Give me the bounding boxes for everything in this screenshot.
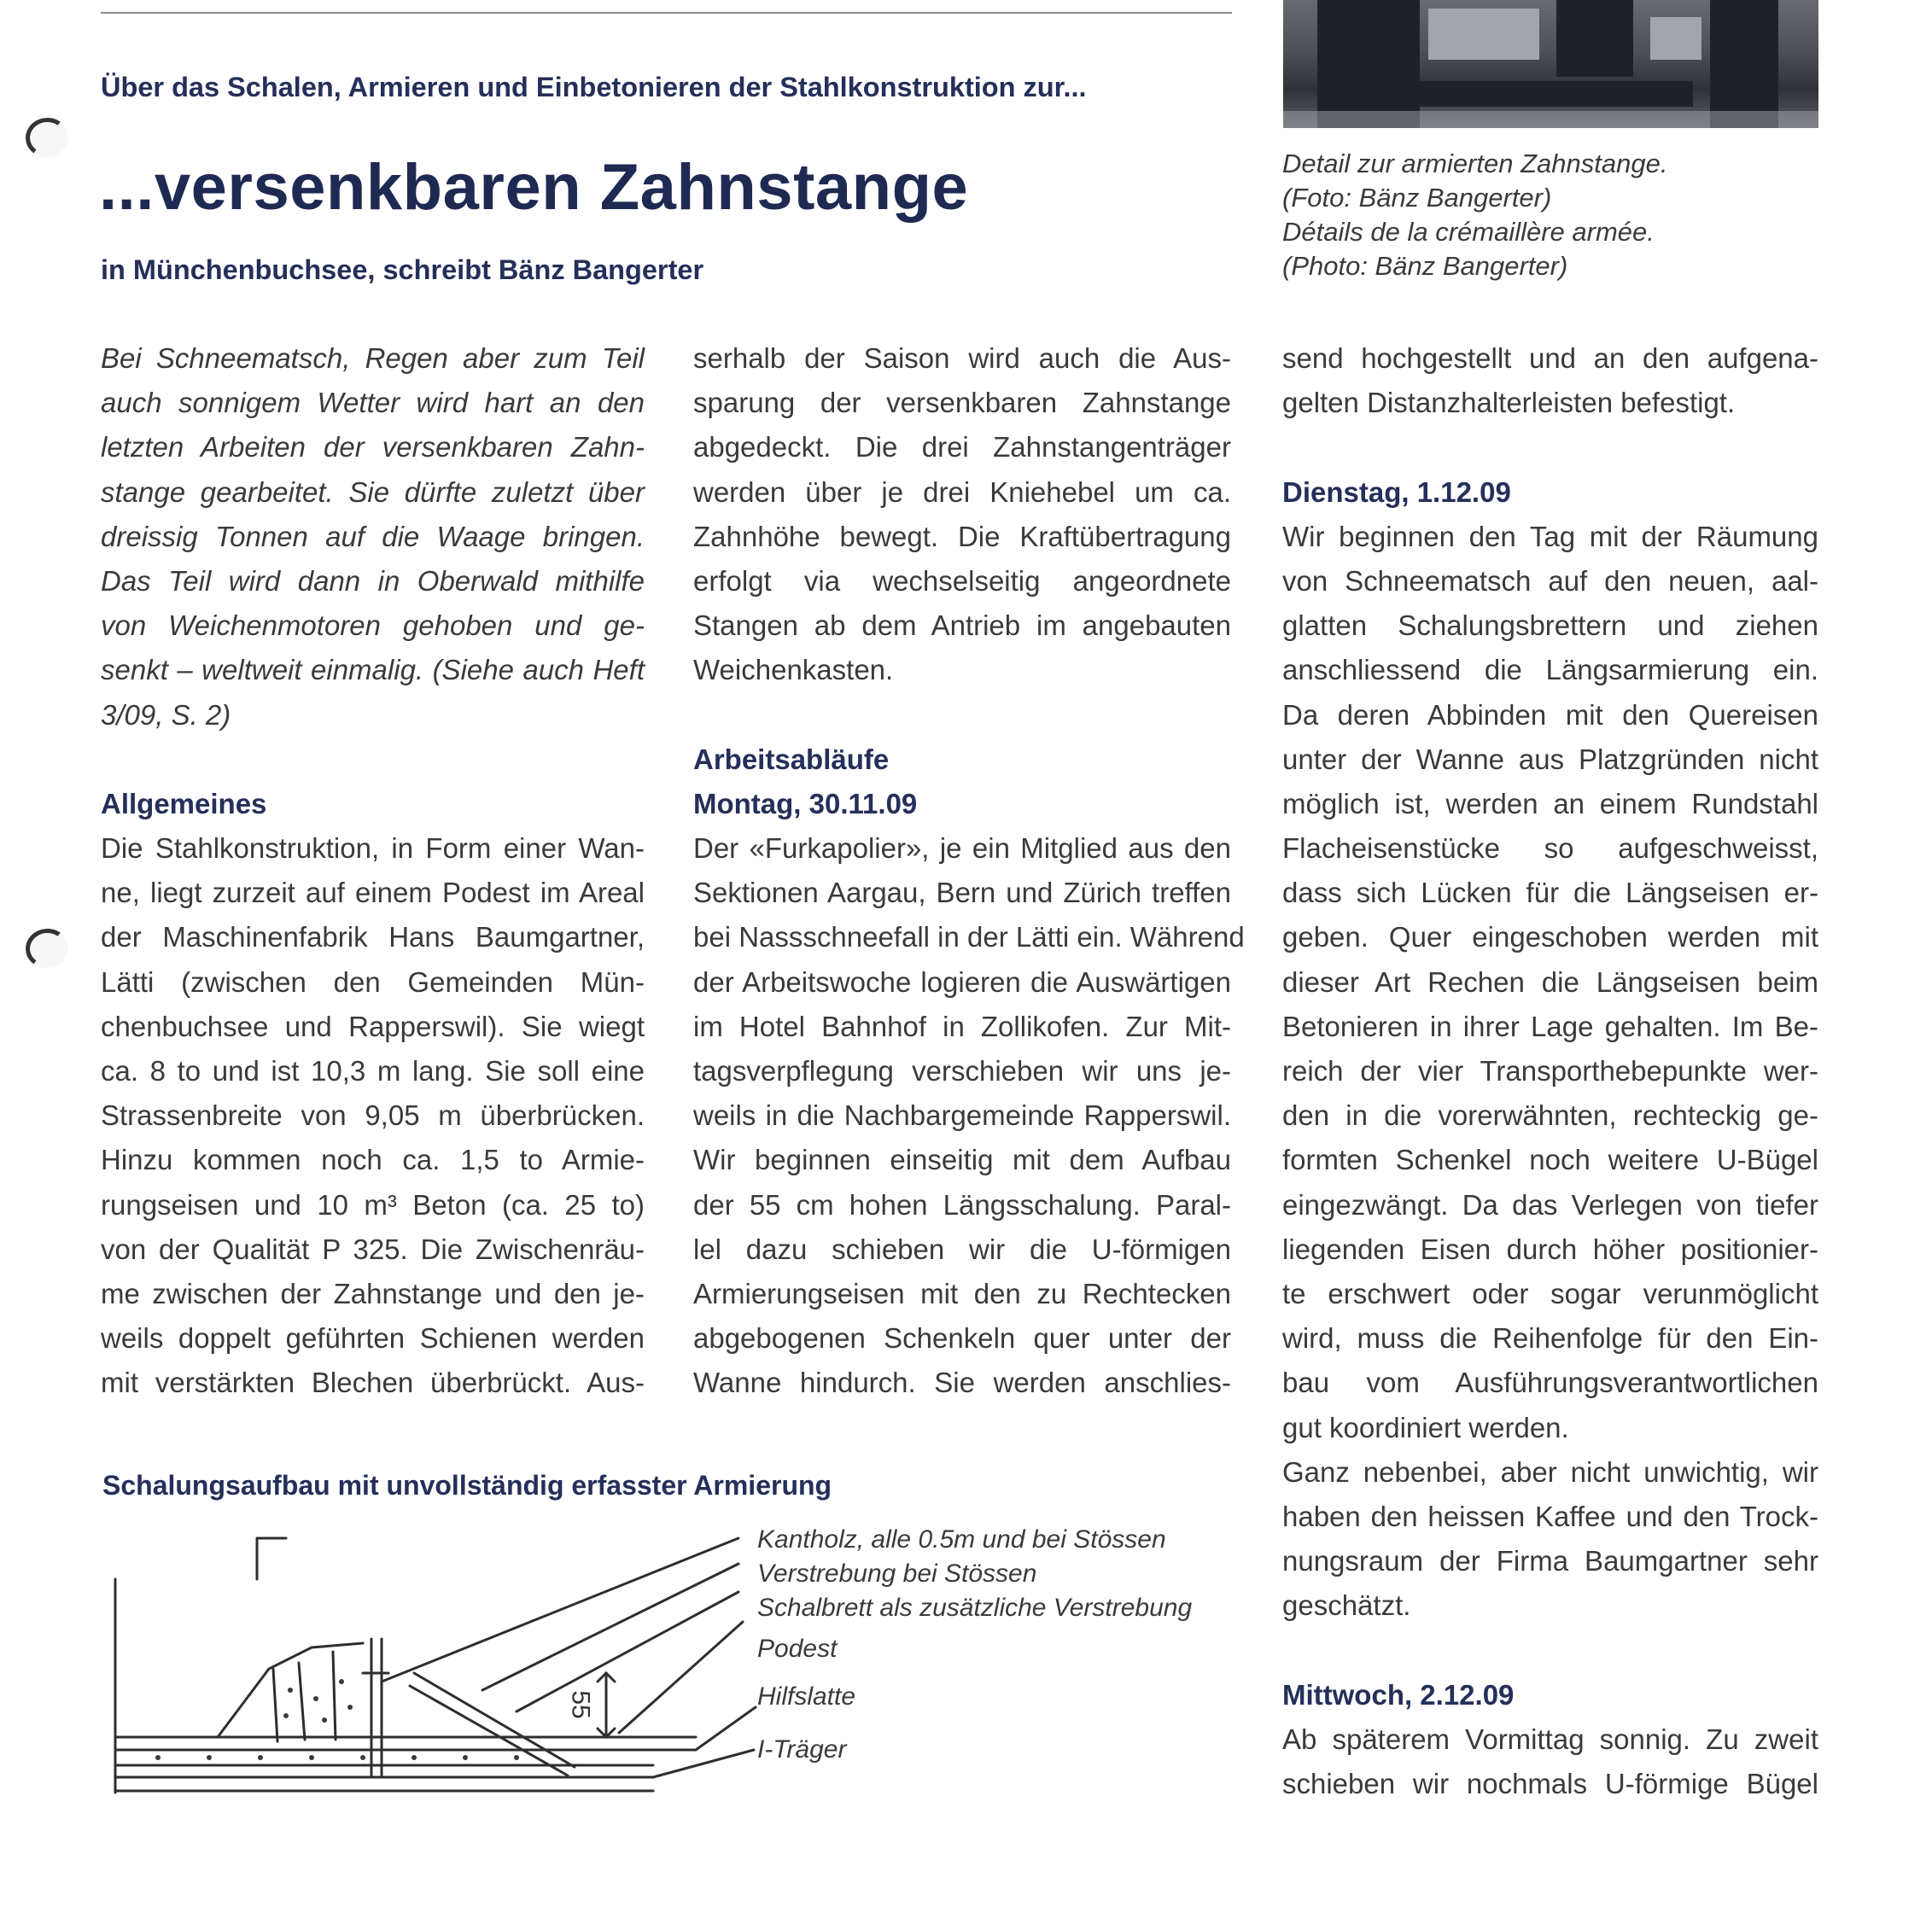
body-line: Der «Furkapolier», je ein Mitglied aus den <box>693 832 1231 865</box>
diagram-label: I-Träger <box>757 1735 847 1764</box>
body-line: Lätti (zwischen den Gemeinden Mün- <box>101 965 645 998</box>
body-line: weils in die Nachbargemeinde Rapperswil. <box>693 1099 1231 1132</box>
section-heading-allgemeines: Allgemeines <box>101 787 267 819</box>
body-line: Strassenbreite von 9,05 m überbrücken. <box>101 1099 645 1132</box>
body-line: bau vom Ausführungsverantwortlichen <box>1282 1367 1818 1399</box>
article-title: ...versenkbaren Zahnstange <box>99 151 969 224</box>
body-line: Stangen ab dem Antrieb im angebauten <box>693 609 1231 642</box>
punch-hole-middle <box>23 926 71 971</box>
text-column-3 <box>1282 336 1818 1806</box>
body-line: Flacheisenstücke so aufgeschweisst, <box>1282 832 1818 865</box>
body-line: te erschwert oder sogar verunmöglicht <box>1282 1277 1818 1309</box>
body-line: Die Stahlkonstruktion, in Form einer Wan- <box>101 832 645 865</box>
body-line: der Maschinenfabrik Hans Baumgartner, <box>101 921 645 953</box>
body-line: abgebogenen Schenkeln quer unter der <box>693 1322 1231 1355</box>
body-line: Sektionen Aargau, Bern und Zürich treffen <box>693 877 1231 909</box>
body-line: von Schneematsch auf den neuen, aal- <box>1282 564 1818 597</box>
date-heading-dienstag: Dienstag, 1.12.09 <box>1282 475 1511 508</box>
body-line: Hinzu kommen noch ca. 1,5 to Armie- <box>101 1144 645 1176</box>
body-line: Wir beginnen den Tag mit der Räumung <box>1282 520 1818 552</box>
body-line: geschätzt. <box>1282 1589 1411 1622</box>
body-line: haben den heissen Kaffee und den Trock- <box>1282 1500 1818 1532</box>
body-line: Betonieren in ihrer Lage gehalten. Im Be- <box>1282 1010 1818 1042</box>
photo-caption <box>1282 147 1897 283</box>
body-line: Armierungseisen mit den zu Rechtecken <box>693 1277 1231 1309</box>
body-line: tagsverpflegung verschieben wir uns je- <box>693 1055 1231 1087</box>
body-line: weils doppelt geführten Schienen werden <box>101 1322 645 1355</box>
body-line: schieben wir nochmals U-förmige Bügel <box>1282 1768 1818 1799</box>
body-line: der 55 cm hohen Längsschalung. Paral- <box>693 1188 1231 1221</box>
body-line: lel dazu schieben wir die U-förmigen <box>693 1233 1231 1265</box>
body-line: Wir beginnen einseitig mit dem Aufbau <box>693 1144 1231 1176</box>
date-heading-mittwoch: Mittwoch, 2.12.09 <box>1282 1678 1515 1711</box>
photo-caption-line: (Foto: Bänz Bangerter) <box>1282 183 1552 213</box>
body-line: chenbuchsee und Rapperswil). Sie wiegt <box>101 1010 645 1042</box>
intro-line: Das Teil wird dann in Oberwald mithilfe <box>101 564 645 597</box>
body-line: dieser Art Rechen die Längseisen beim <box>1282 965 1818 998</box>
formwork-sketch <box>107 1519 1234 1801</box>
intro-line: stange gearbeitet. Sie dürfte zuletzt über <box>101 475 645 508</box>
body-line: der Arbeitswoche logieren die Auswärtigen <box>693 965 1231 998</box>
body-line: Wanne hindurch. Sie werden anschlies- <box>693 1367 1231 1399</box>
body-line: dass sich Lücken für die Längseisen er- <box>1282 877 1818 909</box>
body-line: Weichenkasten. <box>693 654 894 686</box>
photo-caption-line: Détails de la crémaillère armée. <box>1282 217 1655 247</box>
body-line: von der Qualität P 325. Die Zwischenräu- <box>101 1233 645 1265</box>
body-line: Ab späterem Vormittag sonnig. Zu zweit <box>1282 1723 1818 1755</box>
rack-photo <box>1283 0 1818 128</box>
intro-line: Bei Schneematsch, Regen aber zum Teil <box>101 342 645 374</box>
intro-line: auch sonnigem Wetter wird hart an den <box>101 387 645 419</box>
diagram-label: Hilfslatte <box>757 1682 856 1711</box>
body-line: glatten Schalungsbrettern und ziehen <box>1282 609 1818 642</box>
intro-line: von Weichenmotoren gehoben und ge- <box>101 609 645 642</box>
body-line: im Hotel Bahnhof in Zollikofen. Zur Mit- <box>693 1010 1231 1042</box>
article-kicker: Über das Schalen, Armieren und Einbetonieren der Stahlkonstruktion zur... <box>101 72 1087 102</box>
body-line: liegenden Eisen durch höher positionier- <box>1282 1233 1818 1265</box>
photo-caption-line: (Photo: Bänz Bangerter) <box>1282 251 1568 281</box>
body-line: gelten Distanzhalterleisten befestigt. <box>1282 387 1736 419</box>
diagram-label: Verstrebung bei Stössen <box>757 1560 1037 1588</box>
body-line: wird, muss die Reihenfolge für den Ein- <box>1282 1322 1818 1355</box>
formwork-diagram <box>107 1519 1234 1801</box>
intro-line: letzten Arbeiten der versenkbaren Zahn- <box>101 431 645 464</box>
body-line: serhalb der Saison wird auch die Aus- <box>693 342 1231 374</box>
top-rule <box>101 12 1232 14</box>
body-line: ca. 8 to und ist 10,3 m lang. Sie soll eine <box>101 1055 645 1087</box>
body-line: send hochgestellt und an den aufgena- <box>1282 342 1818 374</box>
body-line: nungsraum der Firma Baumgartner sehr <box>1282 1545 1818 1577</box>
body-line: geben. Quer eingeschoben werden mit <box>1282 921 1818 953</box>
punch-hole-top <box>23 115 71 160</box>
diagram-label: Schalbrett als zusätzliche Verstrebung <box>757 1594 1193 1622</box>
body-line: me zwischen der Zahnstange und den je- <box>101 1277 645 1309</box>
body-line: werden über je drei Kniehebel um ca. <box>693 475 1231 508</box>
body-line: Da deren Abbinden mit den Quereisen <box>1282 698 1818 731</box>
text-column-1 <box>101 336 645 1406</box>
body-line: unter der Wanne aus Platzgründen nicht <box>1282 743 1818 775</box>
body-line: möglich ist, werden an einem Rundstahl <box>1282 787 1818 819</box>
diagram-label: Kantholz, alle 0.5m und bei Stössen <box>757 1525 1166 1554</box>
body-line: sparung der versenkbaren Zahnstange <box>693 387 1231 419</box>
intro-line: senkt – weltweit einmalig. (Siehe auch Heft <box>101 654 645 686</box>
body-line: reich der vier Transporthebepunkte wer- <box>1282 1055 1818 1087</box>
body-line: formten Schenkel noch weitere U-Bügel <box>1282 1144 1818 1176</box>
body-line: eingezwängt. Da das Verlegen von tiefer <box>1282 1188 1818 1221</box>
body-line: anschliessend die Längsarmierung ein. <box>1282 654 1818 686</box>
article-byline: in Münchenbuchsee, schreibt Bänz Bangerter <box>101 254 704 285</box>
body-line: gut koordiniert werden. <box>1282 1411 1569 1443</box>
diagram-label: Podest <box>757 1635 838 1663</box>
body-line: Zahnhöhe bewegt. Die Kraftübertragung <box>693 520 1231 552</box>
intro-line: 3/09, S. 2) <box>101 698 231 731</box>
dimension-label: 55 <box>566 1690 595 1719</box>
text-column-2 <box>693 336 1245 1406</box>
section-heading-arbeitsablaeufe: Arbeitsabläufe <box>693 743 890 775</box>
body-line: bei Nassschneefall in der Lätti ein. Während <box>693 921 1245 953</box>
intro-line: dreissig Tonnen auf die Waage bringen. <box>101 520 645 552</box>
date-heading-montag: Montag, 30.11.09 <box>693 787 918 819</box>
photo-caption-line: Detail zur armierten Zahnstange. <box>1282 149 1668 178</box>
body-line: abgedeckt. Die drei Zahnstangenträger <box>693 431 1231 464</box>
body-line: Ganz nebenbei, aber nicht unwichtig, wir <box>1282 1455 1818 1488</box>
diagram-title: Schalungsaufbau mit unvollständig erfasster Armierung <box>102 1470 832 1501</box>
body-line: mit verstärkten Blechen überbrückt. Aus- <box>101 1367 645 1399</box>
body-line: den in die vorerwähnten, rechteckig ge- <box>1282 1099 1818 1132</box>
body-line: erfolgt via wechselseitig angeordnete <box>693 564 1231 597</box>
body-line: rungseisen und 10 m³ Beton (ca. 25 to) <box>101 1188 645 1221</box>
body-line: ne, liegt zurzeit auf einem Podest im Areal <box>101 877 645 909</box>
